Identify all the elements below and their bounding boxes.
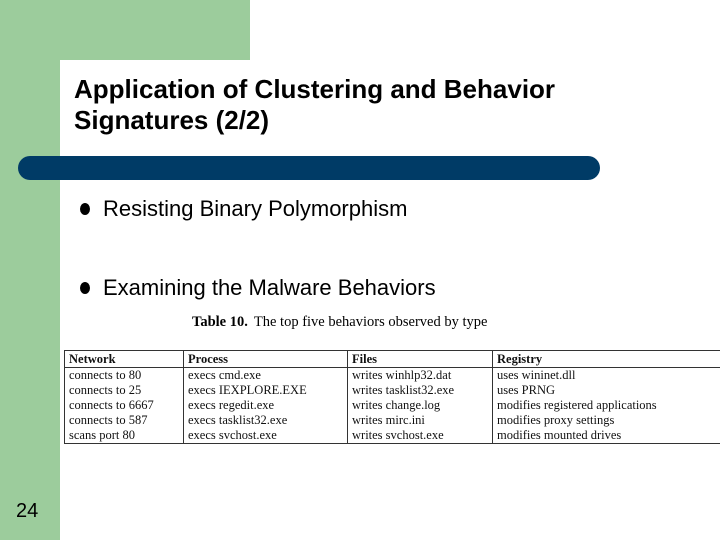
table-header-row: [65, 351, 720, 368]
table-cell: uses PRNG: [493, 383, 720, 398]
bullet-text: Examining the Malware Behaviors: [103, 275, 436, 300]
table-cell: connects to 587: [65, 413, 184, 428]
slide-title: Application of Clustering and Behavior Signatures (2/2): [74, 74, 556, 135]
table-caption-text: The top five behaviors observed by type: [253, 314, 488, 330]
bullet-item: [80, 196, 407, 222]
table-cell: execs regedit.exe: [184, 398, 348, 413]
table-caption: [192, 314, 487, 331]
bullet-dot-icon: [80, 282, 90, 294]
table-cell: writes winhlp32.dat: [348, 368, 493, 384]
table-caption-label: Table 10.: [192, 314, 248, 330]
table-cell: connects to 6667: [65, 398, 184, 413]
bullet-item: [80, 275, 436, 301]
table-row: [65, 428, 720, 444]
column-header-network: Network: [65, 351, 184, 368]
table-cell: scans port 80: [65, 428, 184, 444]
table-cell: execs svchost.exe: [184, 428, 348, 444]
column-header-files: Files: [348, 351, 493, 368]
table-row: [65, 398, 720, 413]
table-cell: modifies proxy settings: [493, 413, 720, 428]
table-row: [65, 368, 720, 384]
table-cell: modifies mounted drives: [493, 428, 720, 444]
table-cell: uses wininet.dll: [493, 368, 720, 384]
bullet-dot-icon: [80, 203, 90, 215]
table-cell: execs tasklist32.exe: [184, 413, 348, 428]
table-cell: execs IEXPLORE.EXE: [184, 383, 348, 398]
table-row: [65, 383, 720, 398]
table-cell: connects to 25: [65, 383, 184, 398]
table-cell: writes mirc.ini: [348, 413, 493, 428]
column-header-process: Process: [184, 351, 348, 368]
green-sidebar-decoration: [0, 0, 60, 540]
table-cell: writes svchost.exe: [348, 428, 493, 444]
table-cell: writes tasklist32.exe: [348, 383, 493, 398]
behaviors-table: [64, 350, 720, 444]
bullet-text: Resisting Binary Polymorphism: [103, 196, 408, 221]
column-header-registry: Registry: [493, 351, 720, 368]
table-row: [65, 413, 720, 428]
table-cell: connects to 80: [65, 368, 184, 384]
table-cell: execs cmd.exe: [184, 368, 348, 384]
slide-number: 24: [16, 500, 39, 522]
title-underline-bar: [18, 156, 600, 180]
table-cell: modifies registered applications: [493, 398, 720, 413]
green-top-decoration: [0, 0, 250, 60]
table-cell: writes change.log: [348, 398, 493, 413]
